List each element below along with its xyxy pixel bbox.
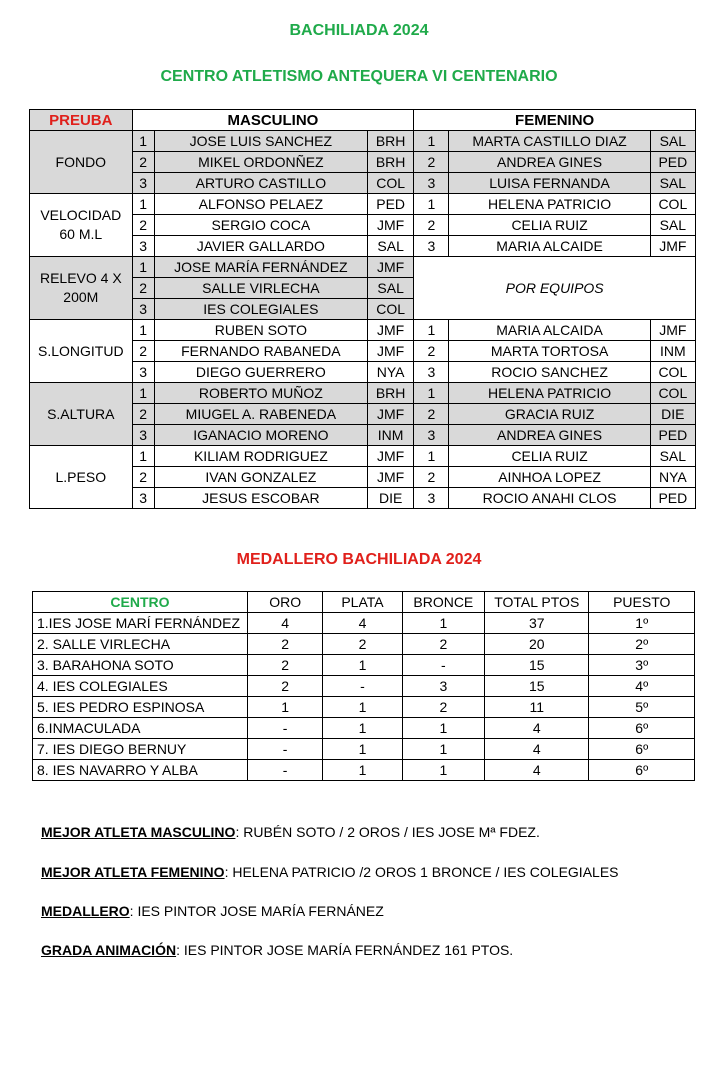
- male-center: DIE: [368, 488, 414, 509]
- male-center: BRH: [368, 383, 414, 404]
- event-name: FONDO: [30, 131, 133, 194]
- female-position: 3: [414, 425, 449, 446]
- medals-cell: 4: [247, 613, 322, 634]
- medals-col-header: BRONCE: [402, 592, 484, 613]
- female-athlete: MARIA ALCAIDA: [449, 320, 650, 341]
- male-position: 1: [132, 383, 154, 404]
- note-label: GRADA ANIMACIÓN: [41, 942, 177, 958]
- female-position: 2: [414, 152, 449, 173]
- male-athlete: IES COLEGIALES: [154, 299, 367, 320]
- team-note: POR EQUIPOS: [414, 257, 696, 320]
- male-center: SAL: [368, 278, 414, 299]
- male-athlete: IGANACIO MORENO: [154, 425, 367, 446]
- medals-cell: 4: [485, 739, 589, 760]
- medals-cell: 1: [323, 655, 402, 676]
- note-line: [41, 903, 384, 919]
- medals-cell: 1: [402, 613, 484, 634]
- medals-cell: -: [247, 718, 322, 739]
- male-athlete: MIKEL ORDONÑEZ: [154, 152, 367, 173]
- female-center: PED: [650, 152, 695, 173]
- female-position: 3: [414, 362, 449, 383]
- female-athlete: ANDREA GINES: [449, 425, 650, 446]
- female-center: JMF: [650, 320, 695, 341]
- male-position: 3: [132, 236, 154, 257]
- female-athlete: ROCIO ANAHI CLOS: [449, 488, 650, 509]
- medals-row: [33, 676, 695, 697]
- medals-col-header: PUESTO: [589, 592, 695, 613]
- medals-cell: 4: [485, 718, 589, 739]
- event-name: S.ALTURA: [30, 383, 133, 446]
- medals-row: [33, 697, 695, 718]
- female-athlete: ANDREA GINES: [449, 152, 650, 173]
- note-text: : HELENA PATRICIO /2 OROS 1 BRONCE / IES COLEGIALES: [224, 864, 619, 880]
- page-subtitle: CENTRO ATLETISMO ANTEQUERA VI CENTENARIO: [160, 68, 558, 85]
- female-athlete: HELENA PATRICIO: [449, 383, 650, 404]
- female-center: PED: [650, 425, 695, 446]
- male-athlete: RUBEN SOTO: [154, 320, 367, 341]
- male-center: NYA: [368, 362, 414, 383]
- medals-cell: 2: [402, 697, 484, 718]
- note-label: MEJOR ATLETA MASCULINO: [41, 824, 236, 840]
- note-text: : RUBÉN SOTO / 2 OROS / IES JOSE Mª FDEZ.: [235, 824, 540, 840]
- medals-cell: 6º: [589, 739, 695, 760]
- female-position: 3: [414, 236, 449, 257]
- female-athlete: ROCIO SANCHEZ: [449, 362, 650, 383]
- male-position: 3: [132, 425, 154, 446]
- medals-cell: -: [247, 739, 322, 760]
- medals-cell: 1º: [589, 613, 695, 634]
- male-athlete: FERNANDO RABANEDA: [154, 341, 367, 362]
- medals-cell: 6º: [589, 760, 695, 781]
- male-athlete: JESUS ESCOBAR: [154, 488, 367, 509]
- col-event-header: PREUBA: [30, 110, 133, 131]
- female-center: PED: [650, 488, 695, 509]
- note-line: [41, 864, 619, 880]
- male-position: 3: [132, 173, 154, 194]
- medals-row: [33, 739, 695, 760]
- medals-cell: 1: [323, 697, 402, 718]
- note-label: MEJOR ATLETA FEMENINO: [41, 864, 225, 880]
- female-center: INM: [650, 341, 695, 362]
- medals-col-header: CENTRO: [33, 592, 248, 613]
- male-athlete: JOSE MARÍA FERNÁNDEZ: [154, 257, 367, 278]
- female-position: 2: [414, 404, 449, 425]
- female-athlete: CELIA RUIZ: [449, 446, 650, 467]
- male-athlete: SALLE VIRLECHA: [154, 278, 367, 299]
- female-athlete: MARTA TORTOSA: [449, 341, 650, 362]
- male-center: BRH: [368, 131, 414, 152]
- medals-cell: 1: [402, 718, 484, 739]
- female-center: SAL: [650, 446, 695, 467]
- male-center: JMF: [368, 467, 414, 488]
- male-athlete: SERGIO COCA: [154, 215, 367, 236]
- male-center: JMF: [368, 404, 414, 425]
- male-athlete: MIUGEL A. RABENEDA: [154, 404, 367, 425]
- medals-cell: 3: [402, 676, 484, 697]
- medals-school: 6.INMACULADA: [33, 718, 248, 739]
- medals-cell: 15: [485, 676, 589, 697]
- medals-row: [33, 655, 695, 676]
- result-row: [30, 446, 696, 467]
- medals-cell: 2: [402, 634, 484, 655]
- medals-cell: 1: [247, 697, 322, 718]
- male-center: INM: [368, 425, 414, 446]
- male-position: 1: [132, 446, 154, 467]
- medals-cell: 1: [323, 718, 402, 739]
- event-name: L.PESO: [30, 446, 133, 509]
- male-center: BRH: [368, 152, 414, 173]
- male-position: 3: [132, 299, 154, 320]
- male-position: 2: [132, 278, 154, 299]
- note-text: : IES PINTOR JOSE MARÍA FERNÁNEZ: [129, 903, 384, 919]
- medals-cell: 5º: [589, 697, 695, 718]
- medals-school: 8. IES NAVARRO Y ALBA: [33, 760, 248, 781]
- male-position: 2: [132, 467, 154, 488]
- note-label: MEDALLERO: [41, 903, 130, 919]
- male-center: SAL: [368, 236, 414, 257]
- female-center: NYA: [650, 467, 695, 488]
- male-position: 1: [132, 320, 154, 341]
- medals-cell: 2: [323, 634, 402, 655]
- female-athlete: MARIA ALCAIDE: [449, 236, 650, 257]
- female-position: 3: [414, 173, 449, 194]
- medals-row: [33, 718, 695, 739]
- male-center: JMF: [368, 446, 414, 467]
- male-center: COL: [368, 173, 414, 194]
- medals-cell: 2: [247, 634, 322, 655]
- male-center: JMF: [368, 257, 414, 278]
- medals-cell: 1: [402, 760, 484, 781]
- medals-cell: 2: [247, 676, 322, 697]
- event-name: VELOCIDAD 60 M.L: [30, 194, 133, 257]
- female-center: SAL: [650, 215, 695, 236]
- medals-cell: 20: [485, 634, 589, 655]
- female-position: 1: [414, 383, 449, 404]
- result-row: [30, 383, 696, 404]
- female-athlete: AINHOA LOPEZ: [449, 467, 650, 488]
- male-athlete: JAVIER GALLARDO: [154, 236, 367, 257]
- female-center: COL: [650, 362, 695, 383]
- female-center: SAL: [650, 173, 695, 194]
- female-position: 1: [414, 446, 449, 467]
- medals-cell: 4: [323, 613, 402, 634]
- medals-cell: 37: [485, 613, 589, 634]
- note-text: : IES PINTOR JOSE MARÍA FERNÁNDEZ 161 PTOS.: [176, 942, 514, 958]
- medals-cell: -: [247, 760, 322, 781]
- medals-school: 5. IES PEDRO ESPINOSA: [33, 697, 248, 718]
- male-center: PED: [368, 194, 414, 215]
- medals-row: [33, 634, 695, 655]
- medals-cell: 6º: [589, 718, 695, 739]
- female-athlete: HELENA PATRICIO: [449, 194, 650, 215]
- male-position: 3: [132, 362, 154, 383]
- result-row: [30, 131, 696, 152]
- female-position: 1: [414, 194, 449, 215]
- female-position: 2: [414, 341, 449, 362]
- male-center: COL: [368, 299, 414, 320]
- female-center: COL: [650, 194, 695, 215]
- medals-school: 3. BARAHONA SOTO: [33, 655, 248, 676]
- medals-table: [32, 591, 695, 781]
- medals-cell: -: [402, 655, 484, 676]
- medals-col-header: TOTAL PTOS: [485, 592, 589, 613]
- female-center: COL: [650, 383, 695, 404]
- female-position: 1: [414, 320, 449, 341]
- medals-school: 7. IES DIEGO BERNUY: [33, 739, 248, 760]
- medals-cell: 4º: [589, 676, 695, 697]
- medals-col-header: PLATA: [323, 592, 402, 613]
- female-position: 3: [414, 488, 449, 509]
- medals-row: [33, 760, 695, 781]
- male-athlete: DIEGO GUERRERO: [154, 362, 367, 383]
- medals-col-header: ORO: [247, 592, 322, 613]
- medals-school: 1.IES JOSE MARÍ FERNÁNDEZ: [33, 613, 248, 634]
- medals-cell: 1: [323, 739, 402, 760]
- male-athlete: ROBERTO MUÑOZ: [154, 383, 367, 404]
- medals-row: [33, 613, 695, 634]
- col-female-header: FEMENINO: [414, 110, 696, 131]
- female-center: JMF: [650, 236, 695, 257]
- male-athlete: JOSE LUIS SANCHEZ: [154, 131, 367, 152]
- medals-cell: 4: [485, 760, 589, 781]
- event-name: S.LONGITUD: [30, 320, 133, 383]
- medals-cell: 1: [323, 760, 402, 781]
- note-line: [41, 824, 540, 840]
- male-position: 1: [132, 257, 154, 278]
- female-position: 2: [414, 467, 449, 488]
- results-header-row: [30, 110, 696, 131]
- male-athlete: ALFONSO PELAEZ: [154, 194, 367, 215]
- male-position: 2: [132, 152, 154, 173]
- medals-cell: 2º: [589, 634, 695, 655]
- male-position: 2: [132, 341, 154, 362]
- male-athlete: KILIAM RODRIGUEZ: [154, 446, 367, 467]
- result-row: [30, 194, 696, 215]
- female-athlete: CELIA RUIZ: [449, 215, 650, 236]
- medals-cell: 11: [485, 697, 589, 718]
- male-position: 1: [132, 194, 154, 215]
- results-table: [29, 109, 696, 509]
- female-position: 1: [414, 131, 449, 152]
- medals-cell: -: [323, 676, 402, 697]
- medals-school: 2. SALLE VIRLECHA: [33, 634, 248, 655]
- result-row: [30, 320, 696, 341]
- female-center: SAL: [650, 131, 695, 152]
- male-position: 2: [132, 215, 154, 236]
- female-center: DIE: [650, 404, 695, 425]
- page-title: BACHILIADA 2024: [289, 22, 429, 39]
- male-center: JMF: [368, 320, 414, 341]
- col-male-header: MASCULINO: [132, 110, 414, 131]
- event-name: RELEVO 4 X 200M: [30, 257, 133, 320]
- female-athlete: GRACIA RUIZ: [449, 404, 650, 425]
- male-position: 2: [132, 404, 154, 425]
- female-athlete: MARTA CASTILLO DIAZ: [449, 131, 650, 152]
- male-position: 1: [132, 131, 154, 152]
- male-center: JMF: [368, 341, 414, 362]
- medals-header-row: [33, 592, 695, 613]
- medals-cell: 2: [247, 655, 322, 676]
- medals-cell: 15: [485, 655, 589, 676]
- medals-school: 4. IES COLEGIALES: [33, 676, 248, 697]
- medals-cell: 3º: [589, 655, 695, 676]
- result-row: [30, 257, 696, 278]
- male-athlete: IVAN GONZALEZ: [154, 467, 367, 488]
- male-position: 3: [132, 488, 154, 509]
- female-athlete: LUISA FERNANDA: [449, 173, 650, 194]
- male-center: JMF: [368, 215, 414, 236]
- medals-cell: 1: [402, 739, 484, 760]
- male-athlete: ARTURO CASTILLO: [154, 173, 367, 194]
- medals-title: MEDALLERO BACHILIADA 2024: [236, 551, 482, 568]
- note-line: [41, 942, 513, 958]
- female-position: 2: [414, 215, 449, 236]
